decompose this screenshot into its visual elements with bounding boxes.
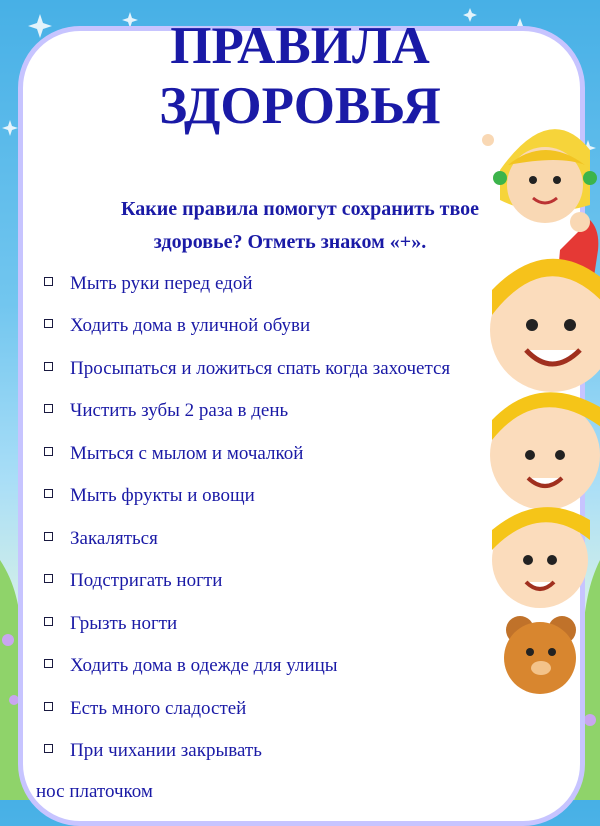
teddy-bear-icon (504, 616, 576, 694)
rule-item[interactable] (44, 314, 310, 338)
checkbox-bullet-icon[interactable] (44, 489, 53, 498)
rule-item[interactable] (44, 272, 253, 296)
rule-text: Чистить зубы 2 раза в день (70, 400, 289, 421)
checkbox-bullet-icon[interactable] (44, 447, 53, 456)
rule-item[interactable] (44, 697, 246, 721)
rule-item[interactable] (44, 442, 303, 466)
checkbox-bullet-icon[interactable] (44, 362, 53, 371)
rule-item[interactable] (44, 654, 338, 678)
rule-item[interactable] (44, 612, 177, 636)
question-line-2: здоровье? Отметь знаком «+». (153, 231, 427, 253)
rule-text: Грызть ногти (70, 613, 178, 634)
rule-text: Есть много сладостей (70, 698, 247, 719)
kid-face-icon (490, 212, 600, 392)
checkbox-bullet-icon[interactable] (44, 319, 53, 328)
rule-text: Ходить дома в одежде для улицы (70, 655, 338, 676)
rule-item[interactable] (44, 399, 288, 423)
rule-text: Мыть руки перед едой (70, 273, 253, 294)
rule-text: Подстригать ногти (70, 570, 223, 591)
rule-text: Закаляться (70, 528, 158, 549)
checkbox-bullet-icon[interactable] (44, 404, 53, 413)
rule-item[interactable] (44, 357, 450, 381)
cartoon-kids-illustration (440, 110, 600, 710)
page-title-line-2: ЗДОРОВЬЯ (159, 77, 441, 135)
question-line-1: Какие правила помогут сохранить твое (120, 198, 480, 220)
checkbox-bullet-icon[interactable] (44, 659, 53, 668)
rule-text-continuation: нос платочком (36, 781, 153, 802)
checkbox-bullet-icon[interactable] (44, 744, 53, 753)
checkbox-bullet-icon[interactable] (44, 702, 53, 711)
rule-text: При чихании закрывать (70, 740, 262, 761)
checkbox-bullet-icon[interactable] (44, 574, 53, 583)
kid-face-icon (482, 129, 597, 223)
rule-item[interactable] (44, 484, 255, 508)
rule-text: Мыть фрукты и овощи (70, 485, 255, 506)
checkbox-bullet-icon[interactable] (44, 532, 53, 541)
kid-face-icon (490, 392, 600, 510)
page-title-line-1: ПРАВИЛА (170, 17, 430, 75)
rule-item[interactable] (44, 739, 262, 763)
rule-text: Ходить дома в уличной обуви (70, 315, 311, 336)
rule-item[interactable] (44, 527, 158, 551)
rule-text: Мытьcя с мылом и мочалкой (70, 443, 304, 464)
kid-face-icon (492, 507, 590, 608)
rule-item[interactable] (44, 569, 222, 593)
checkbox-bullet-icon[interactable] (44, 617, 53, 626)
checkbox-bullet-icon[interactable] (44, 277, 53, 286)
rule-text: Просыпаться и ложиться спать когда захочется (70, 358, 451, 379)
